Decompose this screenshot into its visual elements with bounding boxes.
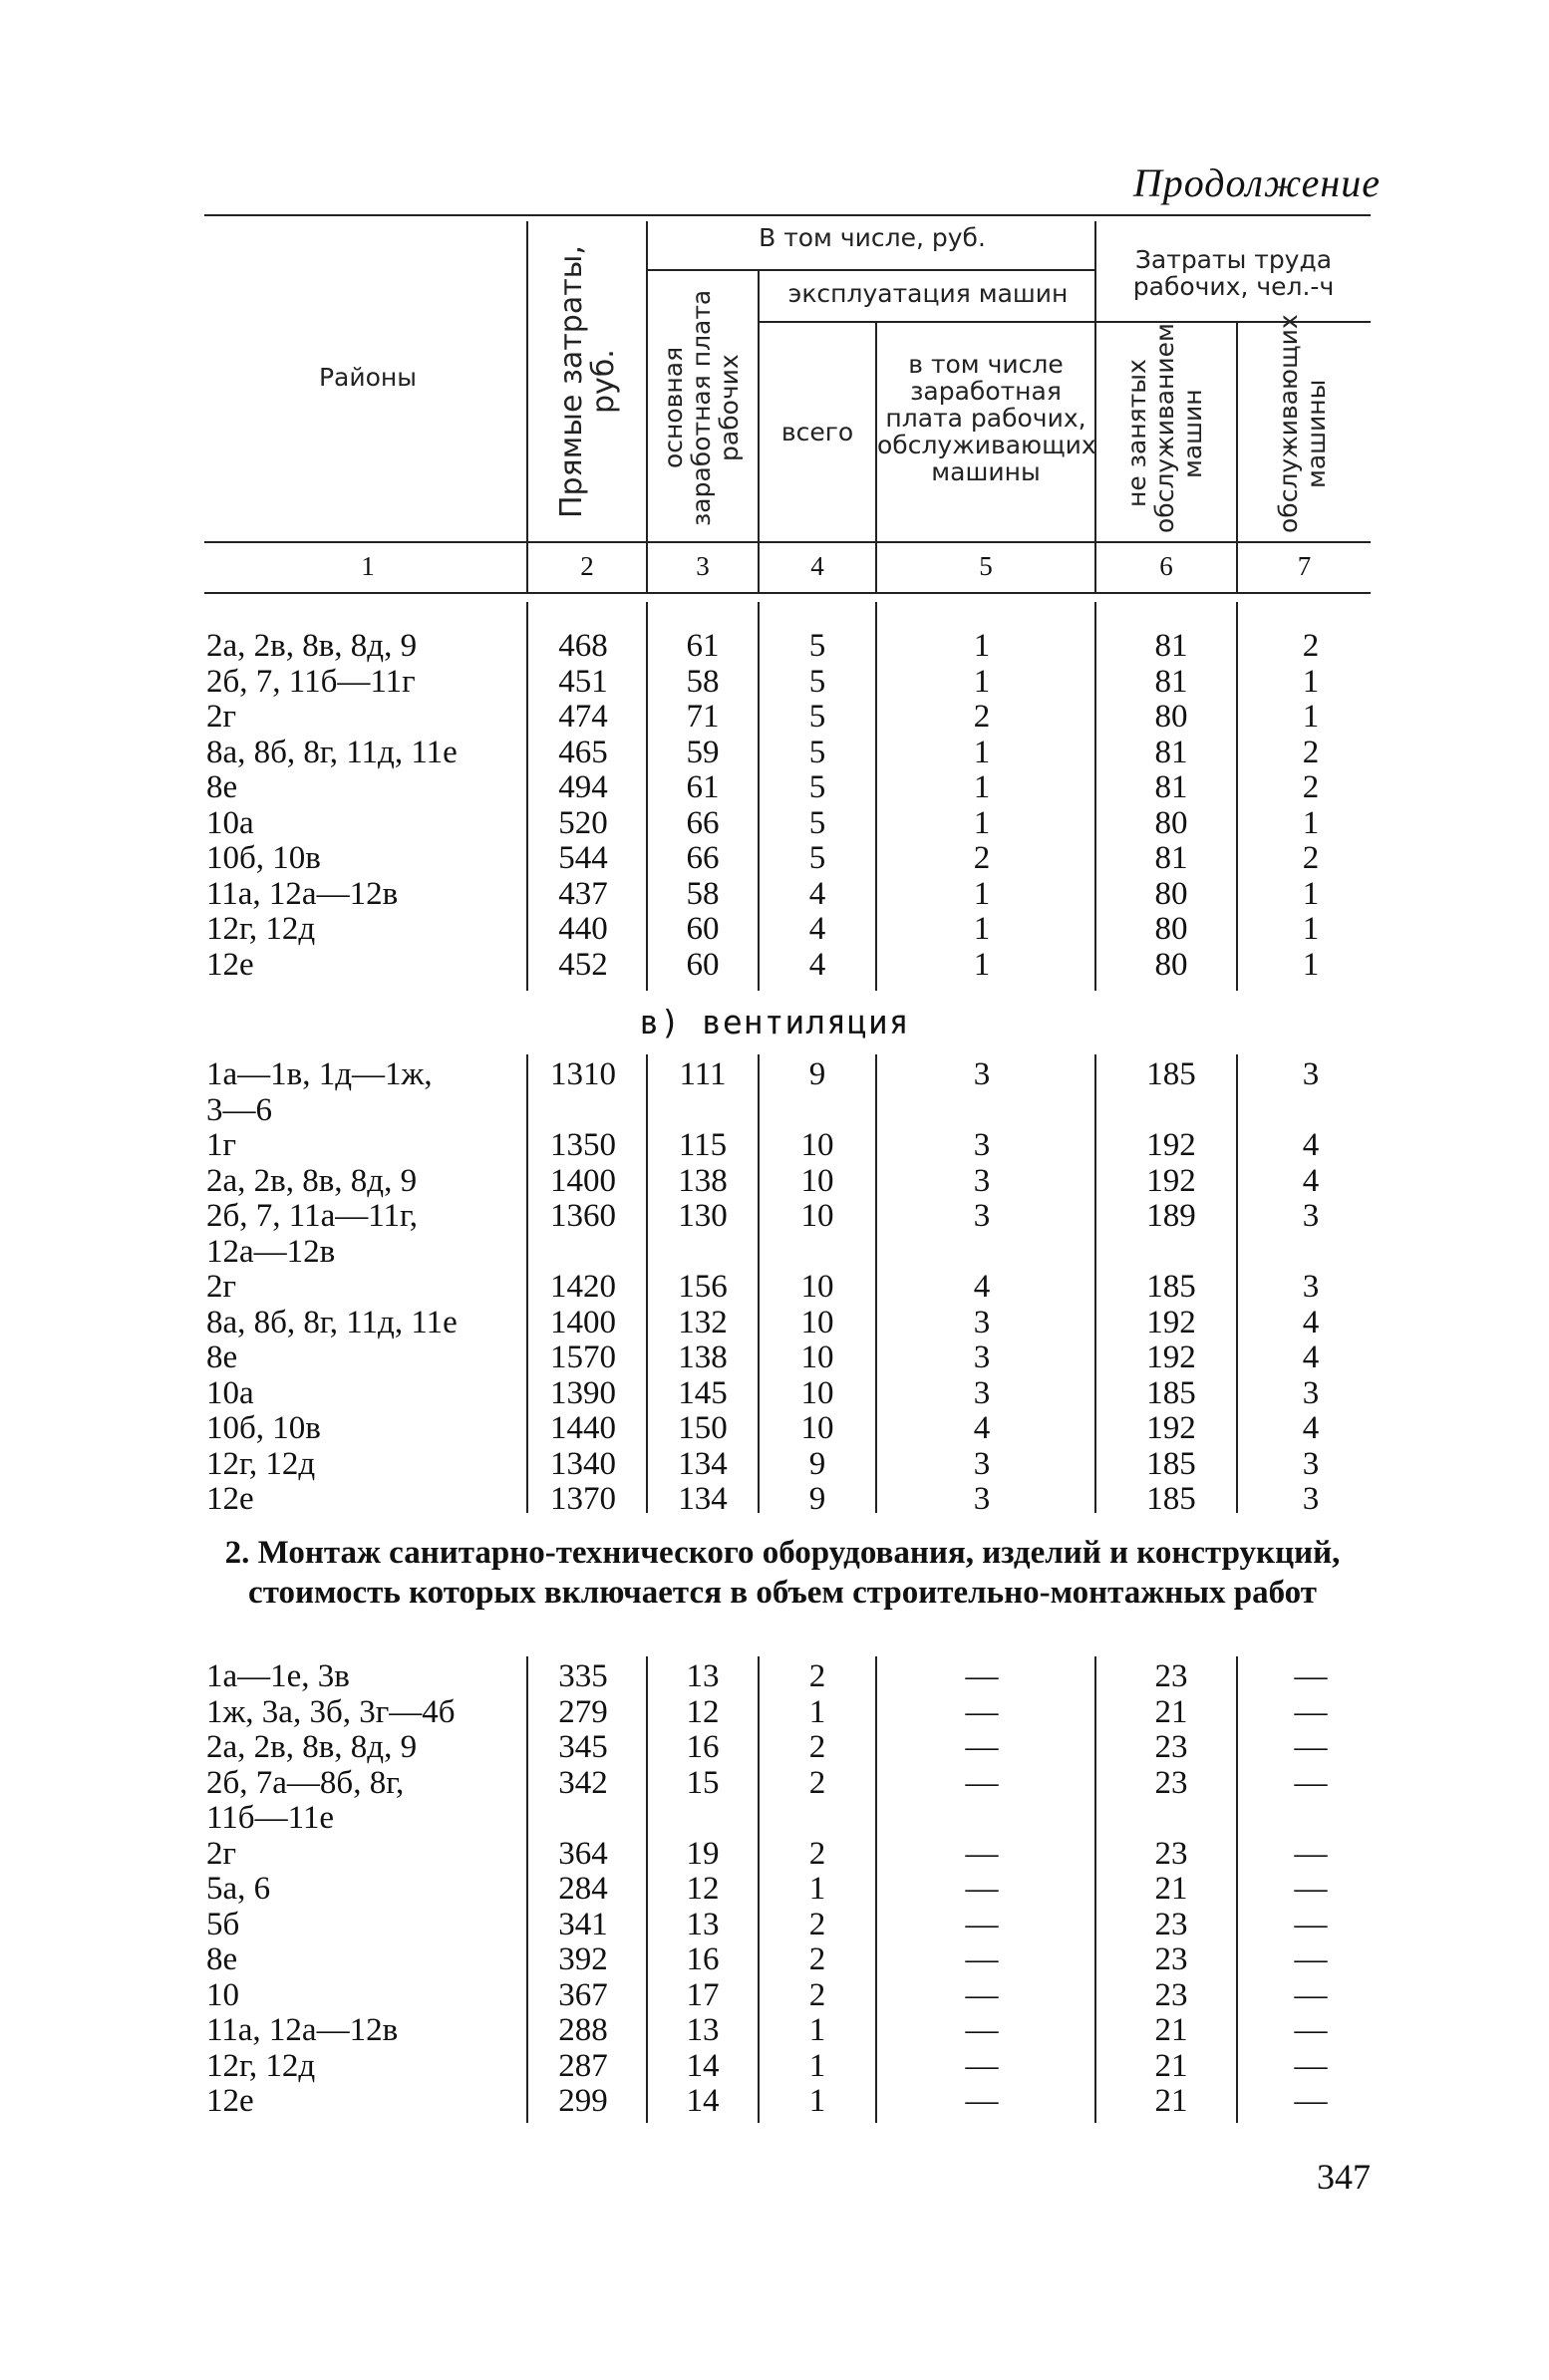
value-cell-col4: 5 bbox=[808, 769, 826, 805]
value-cell-col2: 1570 bbox=[550, 1339, 616, 1375]
region-cell: 1г bbox=[206, 1127, 237, 1163]
value-cell-col6: 81 bbox=[1154, 734, 1188, 770]
value-cell-col7: 2 bbox=[1302, 840, 1320, 876]
value-cell-col4: 1 bbox=[808, 2012, 826, 2048]
value-cell-col6: 23 bbox=[1154, 1729, 1188, 1765]
header-direct-costs: Прямые затраты, руб. bbox=[554, 244, 621, 518]
body-divider bbox=[758, 1656, 760, 2123]
body-divider bbox=[758, 1054, 760, 1513]
region-cell: 11б—11е bbox=[206, 1800, 334, 1836]
value-cell-col7: 4 bbox=[1302, 1162, 1320, 1199]
body-divider bbox=[1236, 1054, 1238, 1513]
column-number-rule bbox=[204, 592, 1371, 594]
header-divider-1 bbox=[526, 221, 528, 592]
value-cell-col7: 4 bbox=[1302, 1339, 1320, 1375]
value-cell-col4: 10 bbox=[800, 1198, 834, 1234]
value-cell-col2: 299 bbox=[558, 2083, 608, 2119]
value-cell-col5: 2 bbox=[973, 840, 991, 876]
value-cell-col5: 3 bbox=[973, 1304, 991, 1340]
header-rule-group-b bbox=[758, 321, 1096, 323]
value-cell-col6: 23 bbox=[1154, 1835, 1188, 1872]
value-cell-col6: 192 bbox=[1146, 1339, 1196, 1375]
value-cell-col2: 1370 bbox=[550, 1481, 616, 1517]
value-cell-col3: 14 bbox=[686, 2047, 720, 2084]
value-cell-col3: 66 bbox=[686, 804, 720, 841]
value-cell-col3: 138 bbox=[678, 1162, 728, 1199]
value-cell-col2: 1350 bbox=[550, 1127, 616, 1163]
value-cell-col5: — bbox=[965, 1906, 999, 1942]
body-divider bbox=[875, 602, 877, 991]
value-cell-col6: 23 bbox=[1154, 1764, 1188, 1801]
region-cell: 8е bbox=[206, 1339, 238, 1375]
value-cell-col4: 9 bbox=[808, 1481, 826, 1517]
header-base-wages-cell bbox=[650, 277, 756, 538]
value-cell-col2: 474 bbox=[558, 699, 608, 735]
column-number-7: 7 bbox=[1297, 551, 1312, 581]
value-cell-col2: 468 bbox=[558, 628, 608, 664]
value-cell-col5: 4 bbox=[973, 1269, 991, 1305]
region-cell: 1ж, 3а, 3б, 3г—4б bbox=[206, 1693, 456, 1730]
value-cell-col6: 21 bbox=[1154, 2012, 1188, 2048]
body-divider bbox=[1094, 1656, 1096, 2123]
region-cell: 12е bbox=[206, 1481, 254, 1517]
value-cell-col5: 3 bbox=[973, 1374, 991, 1411]
value-cell-col3: 134 bbox=[678, 1481, 728, 1517]
value-cell-col5: 3 bbox=[973, 1339, 991, 1375]
value-cell-col4: 10 bbox=[800, 1269, 834, 1305]
header-bottom-rule bbox=[204, 541, 1371, 543]
section-heading-installation: 2. Монтаж санитарно-технического оборудования, изделий и конструкций, стоимость которых включается в объем строительно-монтажных работ bbox=[224, 1535, 1341, 1611]
value-cell-col2: 1400 bbox=[550, 1304, 616, 1340]
value-cell-col2: 1340 bbox=[550, 1445, 616, 1482]
value-cell-col7: — bbox=[1294, 1729, 1328, 1765]
value-cell-col2: 284 bbox=[558, 1871, 608, 1907]
value-cell-col2: 452 bbox=[558, 946, 608, 983]
value-cell-col7: 3 bbox=[1302, 1374, 1320, 1411]
value-cell-col7: 2 bbox=[1302, 769, 1320, 805]
value-cell-col3: 13 bbox=[686, 1658, 720, 1694]
value-cell-col7: 4 bbox=[1302, 1304, 1320, 1340]
value-cell-col7: 4 bbox=[1302, 1127, 1320, 1163]
value-cell-col5: — bbox=[965, 1941, 999, 1977]
header-including-rub: В том числе, руб. bbox=[759, 223, 986, 252]
column-number-5: 5 bbox=[979, 551, 993, 581]
value-cell-col5: — bbox=[965, 1693, 999, 1730]
value-cell-col2: 335 bbox=[558, 1658, 608, 1694]
region-cell: 10б, 10в bbox=[206, 840, 321, 876]
value-cell-col2: 367 bbox=[558, 1976, 608, 2013]
value-cell-col5: 2 bbox=[973, 699, 991, 735]
body-divider bbox=[875, 1656, 877, 2123]
value-cell-col6: 185 bbox=[1146, 1374, 1196, 1411]
column-number-4: 4 bbox=[810, 551, 824, 581]
value-cell-col4: 10 bbox=[800, 1304, 834, 1340]
value-cell-col4: 10 bbox=[800, 1410, 834, 1446]
value-cell-col3: 134 bbox=[678, 1445, 728, 1482]
value-cell-col5: 1 bbox=[973, 875, 991, 912]
value-cell-col3: 59 bbox=[686, 734, 720, 770]
region-cell: 11а, 12а—12в bbox=[206, 875, 399, 912]
region-cell: 2б, 7, 11б—11г bbox=[206, 663, 416, 700]
value-cell-col6: 23 bbox=[1154, 1941, 1188, 1977]
value-cell-col7: — bbox=[1294, 1906, 1328, 1942]
value-cell-col3: 17 bbox=[686, 1976, 720, 2013]
header-labor-costs: Затраты труда рабочих, чел.-ч bbox=[1132, 245, 1335, 301]
region-cell: 8е bbox=[206, 1941, 238, 1977]
value-cell-col5: 3 bbox=[973, 1481, 991, 1517]
body-divider bbox=[526, 602, 528, 991]
value-cell-col4: 5 bbox=[808, 699, 826, 735]
body-divider bbox=[1236, 602, 1238, 991]
value-cell-col3: 12 bbox=[686, 1693, 720, 1730]
value-cell-col2: 494 bbox=[558, 769, 608, 805]
value-cell-col5: 3 bbox=[973, 1162, 991, 1199]
value-cell-col4: 1 bbox=[808, 2047, 826, 2084]
value-cell-col4: 4 bbox=[808, 875, 826, 912]
value-cell-col2: 465 bbox=[558, 734, 608, 770]
header-not-servicing-cell bbox=[1098, 323, 1234, 538]
value-cell-col6: 21 bbox=[1154, 2047, 1188, 2084]
body-divider bbox=[646, 602, 648, 991]
value-cell-col4: 10 bbox=[800, 1127, 834, 1163]
value-cell-col5: — bbox=[965, 1658, 999, 1694]
value-cell-col6: 23 bbox=[1154, 1658, 1188, 1694]
value-cell-col3: 145 bbox=[678, 1374, 728, 1411]
value-cell-col5: 1 bbox=[973, 804, 991, 841]
header-divider-2 bbox=[646, 221, 648, 592]
value-cell-col2: 288 bbox=[558, 2012, 608, 2048]
body-divider bbox=[1236, 1656, 1238, 2123]
region-cell: 2г bbox=[206, 1269, 237, 1305]
value-cell-col2: 342 bbox=[558, 1764, 608, 1801]
region-cell: 12г, 12д bbox=[206, 2047, 316, 2084]
header-direct-costs-cell bbox=[533, 224, 643, 538]
column-number-1: 1 bbox=[361, 551, 375, 581]
value-cell-col5: — bbox=[965, 2083, 999, 2119]
value-cell-col3: 111 bbox=[679, 1056, 727, 1092]
value-cell-col3: 115 bbox=[678, 1127, 728, 1163]
value-cell-col6: 80 bbox=[1154, 875, 1188, 912]
value-cell-col7: — bbox=[1294, 1693, 1328, 1730]
value-cell-col3: 132 bbox=[678, 1304, 728, 1340]
value-cell-col6: 81 bbox=[1154, 628, 1188, 664]
value-cell-col7: 2 bbox=[1302, 628, 1320, 664]
value-cell-col5: 1 bbox=[973, 769, 991, 805]
value-cell-col6: 185 bbox=[1146, 1481, 1196, 1517]
value-cell-col2: 520 bbox=[558, 804, 608, 841]
header-servicing: обслуживающих машины bbox=[1273, 314, 1331, 533]
header-machine-wages: в том числе заработная плата рабочих, обслуживающих машины bbox=[877, 350, 1096, 486]
value-cell-col6: 81 bbox=[1154, 769, 1188, 805]
value-cell-col5: — bbox=[965, 1729, 999, 1765]
value-cell-col3: 66 bbox=[686, 840, 720, 876]
value-cell-col4: 9 bbox=[808, 1056, 826, 1092]
value-cell-col4: 5 bbox=[808, 804, 826, 841]
value-cell-col2: 1400 bbox=[550, 1162, 616, 1199]
header-base-wages: основная заработная плата рабочих bbox=[659, 289, 744, 526]
value-cell-col2: 440 bbox=[558, 911, 608, 947]
region-cell: 2а, 2в, 8в, 8д, 9 bbox=[206, 628, 418, 664]
region-cell: 2б, 7, 11а—11г, bbox=[206, 1198, 419, 1234]
value-cell-col4: 2 bbox=[808, 1658, 826, 1694]
region-cell: 12а—12в bbox=[206, 1233, 336, 1270]
value-cell-col5: — bbox=[965, 2047, 999, 2084]
value-cell-col6: 189 bbox=[1146, 1198, 1196, 1234]
header-machine-operation: эксплуатация машин bbox=[787, 279, 1069, 308]
region-cell: 2а, 2в, 8в, 8д, 9 bbox=[206, 1162, 418, 1199]
value-cell-col3: 150 bbox=[678, 1410, 728, 1446]
value-cell-col7: — bbox=[1294, 2012, 1328, 2048]
header-rule-group-a bbox=[648, 269, 1096, 271]
value-cell-col3: 156 bbox=[678, 1269, 728, 1305]
body-divider bbox=[758, 602, 760, 991]
value-cell-col5: — bbox=[965, 1976, 999, 2013]
region-cell: 10а bbox=[206, 1374, 254, 1411]
value-cell-col4: 5 bbox=[808, 663, 826, 700]
value-cell-col5: — bbox=[965, 1835, 999, 1872]
continuation-label: Продолжение bbox=[1132, 160, 1381, 205]
value-cell-col3: 16 bbox=[686, 1729, 720, 1765]
value-cell-col6: 81 bbox=[1154, 840, 1188, 876]
region-cell: 12г, 12д bbox=[206, 911, 316, 947]
value-cell-col6: 21 bbox=[1154, 2083, 1188, 2119]
value-cell-col2: 544 bbox=[558, 840, 608, 876]
region-cell: 8а, 8б, 8г, 11д, 11е bbox=[206, 1304, 458, 1340]
value-cell-col4: 4 bbox=[808, 911, 826, 947]
region-cell: 12е bbox=[206, 2083, 254, 2119]
value-cell-col6: 81 bbox=[1154, 663, 1188, 700]
value-cell-col7: — bbox=[1294, 1764, 1328, 1801]
value-cell-col2: 1420 bbox=[550, 1269, 616, 1305]
region-cell: 8е bbox=[206, 769, 238, 805]
value-cell-col5: — bbox=[965, 1764, 999, 1801]
value-cell-col3: 58 bbox=[686, 663, 720, 700]
value-cell-col4: 9 bbox=[808, 1445, 826, 1482]
value-cell-col3: 19 bbox=[686, 1835, 720, 1872]
value-cell-col7: — bbox=[1294, 2083, 1328, 2119]
region-cell: 2б, 7а—8б, 8г, bbox=[206, 1764, 405, 1801]
value-cell-col3: 13 bbox=[686, 1906, 720, 1942]
value-cell-col6: 21 bbox=[1154, 1871, 1188, 1907]
value-cell-col6: 23 bbox=[1154, 1906, 1188, 1942]
value-cell-col7: — bbox=[1294, 1941, 1328, 1977]
value-cell-col4: 1 bbox=[808, 2083, 826, 2119]
value-cell-col4: 10 bbox=[800, 1374, 834, 1411]
value-cell-col4: 10 bbox=[800, 1162, 834, 1199]
value-cell-col4: 2 bbox=[808, 1976, 826, 2013]
value-cell-col7: 3 bbox=[1302, 1445, 1320, 1482]
value-cell-col7: 1 bbox=[1302, 699, 1320, 735]
value-cell-col6: 192 bbox=[1146, 1410, 1196, 1446]
value-cell-col2: 1440 bbox=[550, 1410, 616, 1446]
value-cell-col2: 345 bbox=[558, 1729, 608, 1765]
header-regions: Районы bbox=[318, 363, 418, 392]
value-cell-col5: 1 bbox=[973, 911, 991, 947]
value-cell-col6: 21 bbox=[1154, 1693, 1188, 1730]
region-cell: 10а bbox=[206, 804, 254, 841]
region-cell: 5б bbox=[206, 1906, 240, 1942]
region-cell: 2г bbox=[206, 699, 237, 735]
value-cell-col5: 1 bbox=[973, 734, 991, 770]
value-cell-col3: 58 bbox=[686, 875, 720, 912]
value-cell-col2: 279 bbox=[558, 1693, 608, 1730]
value-cell-col7: 3 bbox=[1302, 1481, 1320, 1517]
value-cell-col7: 3 bbox=[1302, 1198, 1320, 1234]
value-cell-col3: 71 bbox=[686, 699, 720, 735]
value-cell-col2: 287 bbox=[558, 2047, 608, 2084]
value-cell-col7: 1 bbox=[1302, 804, 1320, 841]
value-cell-col7: 1 bbox=[1302, 911, 1320, 947]
value-cell-col6: 80 bbox=[1154, 699, 1188, 735]
body-divider bbox=[875, 1054, 877, 1513]
region-cell: 3—6 bbox=[206, 1091, 272, 1128]
value-cell-col6: 192 bbox=[1146, 1127, 1196, 1163]
table-top-rule bbox=[204, 214, 1371, 216]
value-cell-col2: 437 bbox=[558, 875, 608, 912]
value-cell-col7: — bbox=[1294, 1658, 1328, 1694]
region-cell: 12е bbox=[206, 946, 254, 983]
value-cell-col6: 23 bbox=[1154, 1976, 1188, 2013]
region-cell: 1а—1в, 1д—1ж, bbox=[206, 1056, 433, 1092]
header-servicing-cell bbox=[1238, 314, 1371, 538]
value-cell-col3: 12 bbox=[686, 1871, 720, 1907]
region-cell: 10 bbox=[206, 1976, 239, 2013]
value-cell-col4: 10 bbox=[800, 1339, 834, 1375]
value-cell-col6: 185 bbox=[1146, 1445, 1196, 1482]
value-cell-col6: 80 bbox=[1154, 946, 1188, 983]
value-cell-col4: 4 bbox=[808, 946, 826, 983]
region-cell: 2г bbox=[206, 1835, 237, 1872]
value-cell-col5: — bbox=[965, 2012, 999, 2048]
body-divider bbox=[1094, 602, 1096, 991]
body-divider bbox=[526, 1656, 528, 2123]
value-cell-col2: 392 bbox=[558, 1941, 608, 1977]
value-cell-col3: 16 bbox=[686, 1941, 720, 1977]
value-cell-col3: 14 bbox=[686, 2083, 720, 2119]
header-not-servicing: не занятых обслуживанием машин bbox=[1122, 323, 1207, 533]
value-cell-col3: 13 bbox=[686, 2012, 720, 2048]
column-number-2: 2 bbox=[580, 551, 594, 581]
value-cell-col7: 1 bbox=[1302, 875, 1320, 912]
value-cell-col6: 185 bbox=[1146, 1056, 1196, 1092]
value-cell-col7: — bbox=[1294, 2047, 1328, 2084]
value-cell-col2: 1360 bbox=[550, 1198, 616, 1234]
value-cell-col4: 1 bbox=[808, 1871, 826, 1907]
column-number-3: 3 bbox=[696, 551, 710, 581]
region-cell: 1а—1е, 3в bbox=[206, 1658, 350, 1694]
header-total: всего bbox=[780, 418, 854, 446]
value-cell-col4: 1 bbox=[808, 1693, 826, 1730]
value-cell-col2: 451 bbox=[558, 663, 608, 700]
value-cell-col2: 1310 bbox=[550, 1056, 616, 1092]
value-cell-col3: 130 bbox=[678, 1198, 728, 1234]
value-cell-col7: — bbox=[1294, 1835, 1328, 1872]
value-cell-col7: — bbox=[1294, 1871, 1328, 1907]
value-cell-col4: 2 bbox=[808, 1941, 826, 1977]
column-number-6: 6 bbox=[1159, 551, 1173, 581]
region-cell: 10б, 10в bbox=[206, 1410, 321, 1446]
body-divider bbox=[526, 1054, 528, 1513]
region-cell: 11а, 12а—12в bbox=[206, 2012, 399, 2048]
section-subtitle-ventilation: в) вентиляция bbox=[639, 1003, 910, 1041]
value-cell-col5: 3 bbox=[973, 1127, 991, 1163]
value-cell-col3: 138 bbox=[678, 1339, 728, 1375]
value-cell-col4: 2 bbox=[808, 1835, 826, 1872]
value-cell-col7: 4 bbox=[1302, 1410, 1320, 1446]
value-cell-col4: 2 bbox=[808, 1729, 826, 1765]
value-cell-col3: 15 bbox=[686, 1764, 720, 1801]
region-cell: 12г, 12д bbox=[206, 1445, 316, 1482]
value-cell-col4: 5 bbox=[808, 840, 826, 876]
body-divider bbox=[1094, 1054, 1096, 1513]
region-cell: 8а, 8б, 8г, 11д, 11е bbox=[206, 734, 458, 770]
body-divider bbox=[646, 1054, 648, 1513]
value-cell-col6: 192 bbox=[1146, 1162, 1196, 1199]
value-cell-col6: 80 bbox=[1154, 804, 1188, 841]
value-cell-col5: 4 bbox=[973, 1410, 991, 1446]
value-cell-col3: 61 bbox=[686, 769, 720, 805]
value-cell-col7: — bbox=[1294, 1976, 1328, 2013]
region-cell: 5а, 6 bbox=[206, 1871, 271, 1907]
value-cell-col4: 2 bbox=[808, 1764, 826, 1801]
header-rule-group-c bbox=[1096, 321, 1371, 323]
page-number: 347 bbox=[1317, 2157, 1371, 2197]
value-cell-col4: 5 bbox=[808, 628, 826, 664]
value-cell-col6: 80 bbox=[1154, 911, 1188, 947]
value-cell-col6: 185 bbox=[1146, 1269, 1196, 1305]
value-cell-col5: 3 bbox=[973, 1445, 991, 1482]
value-cell-col3: 61 bbox=[686, 628, 720, 664]
value-cell-col5: — bbox=[965, 1871, 999, 1907]
value-cell-col5: 3 bbox=[973, 1056, 991, 1092]
value-cell-col2: 341 bbox=[558, 1906, 608, 1942]
value-cell-col5: 1 bbox=[973, 946, 991, 983]
value-cell-col3: 60 bbox=[686, 911, 720, 947]
value-cell-col7: 1 bbox=[1302, 946, 1320, 983]
value-cell-col7: 1 bbox=[1302, 663, 1320, 700]
value-cell-col3: 60 bbox=[686, 946, 720, 983]
value-cell-col7: 2 bbox=[1302, 734, 1320, 770]
body-divider bbox=[646, 1656, 648, 2123]
value-cell-col7: 3 bbox=[1302, 1269, 1320, 1305]
region-cell: 2а, 2в, 8в, 8д, 9 bbox=[206, 1729, 418, 1765]
value-cell-col5: 3 bbox=[973, 1198, 991, 1234]
value-cell-col2: 1390 bbox=[550, 1374, 616, 1411]
value-cell-col5: 1 bbox=[973, 663, 991, 700]
value-cell-col6: 192 bbox=[1146, 1304, 1196, 1340]
value-cell-col7: 3 bbox=[1302, 1056, 1320, 1092]
value-cell-col4: 5 bbox=[808, 734, 826, 770]
value-cell-col2: 364 bbox=[558, 1835, 608, 1872]
value-cell-col4: 2 bbox=[808, 1906, 826, 1942]
value-cell-col5: 1 bbox=[973, 628, 991, 664]
